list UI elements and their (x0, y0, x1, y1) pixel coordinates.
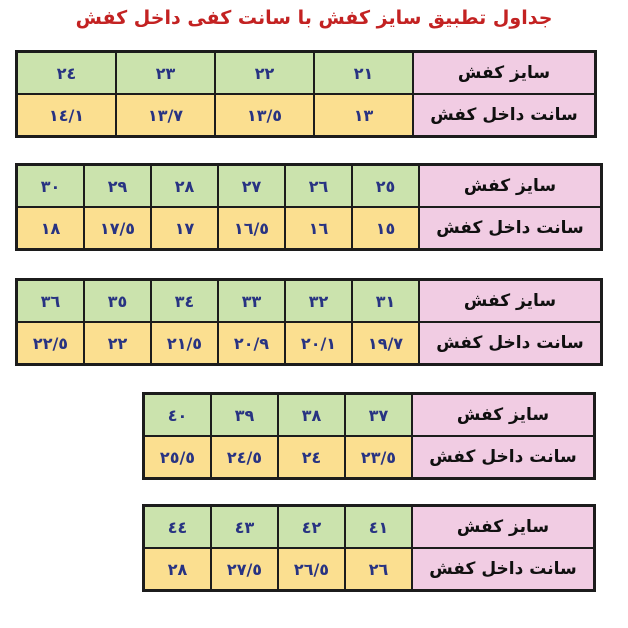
shoe-size-cell: ٢٨ (151, 165, 218, 208)
cm-row-label: سانت داخل كفش (419, 207, 602, 250)
size-table-37-40 (142, 392, 596, 480)
insole-cm-cell: ١٥ (352, 207, 419, 250)
insole-cm-row (144, 548, 595, 591)
shoe-size-cell: ٤١ (345, 506, 412, 549)
shoe-size-cell: ٤٤ (144, 506, 212, 549)
shoe-size-row (17, 280, 602, 323)
insole-cm-cell: ٢٤/٥ (211, 436, 278, 479)
shoe-size-cell: ٢٥ (352, 165, 419, 208)
insole-cm-cell: ٢٧/٥ (211, 548, 278, 591)
shoe-size-row (144, 506, 595, 549)
shoe-size-cell: ٣٧ (345, 394, 412, 437)
insole-cm-cell: ٢٤ (278, 436, 345, 479)
shoe-size-cell: ٣٦ (17, 280, 85, 323)
shoe-size-cell: ٤٠ (144, 394, 212, 437)
cm-row-label: سانت داخل كفش (412, 548, 595, 591)
shoe-size-cell: ٤٣ (211, 506, 278, 549)
size-table-21-24 (15, 50, 597, 138)
cm-row-label: سانت داخل كفش (413, 94, 596, 137)
insole-cm-cell: ١٣/٥ (215, 94, 314, 137)
insole-cm-row (17, 322, 602, 365)
shoe-size-cell: ٣٢ (285, 280, 352, 323)
insole-cm-cell: ١٣/٧ (116, 94, 215, 137)
insole-cm-cell: ١٧ (151, 207, 218, 250)
shoe-size-cell: ٣٨ (278, 394, 345, 437)
insole-cm-cell: ١٧/٥ (84, 207, 151, 250)
insole-cm-cell: ١٩/٧ (352, 322, 419, 365)
shoe-size-row (17, 165, 602, 208)
cm-row-label: سانت داخل كفش (412, 436, 595, 479)
shoe-size-row (17, 52, 596, 95)
insole-cm-row (144, 436, 595, 479)
insole-cm-row (17, 207, 602, 250)
insole-cm-row (17, 94, 596, 137)
insole-cm-cell: ٢٦ (345, 548, 412, 591)
size-table-41-44 (142, 504, 596, 592)
size-row-label: سايز كفش (412, 506, 595, 549)
insole-cm-cell: ٢٢/٥ (17, 322, 85, 365)
page-title: جداول تطبيق سايز كفش با سانت كفى داخل كفش (75, 7, 553, 29)
shoe-size-cell: ٣٩ (211, 394, 278, 437)
shoe-size-cell: ٢٤ (17, 52, 117, 95)
size-table-31-36 (15, 278, 603, 366)
shoe-size-cell: ٣٣ (218, 280, 285, 323)
shoe-size-cell: ٣٠ (17, 165, 85, 208)
size-row-label: سايز كفش (419, 165, 602, 208)
size-row-label: سايز كفش (412, 394, 595, 437)
shoe-size-cell: ٤٢ (278, 506, 345, 549)
insole-cm-cell: ٢٦/٥ (278, 548, 345, 591)
shoe-size-cell: ٢٢ (215, 52, 314, 95)
insole-cm-cell: ٢٠/١ (285, 322, 352, 365)
insole-cm-cell: ١٦ (285, 207, 352, 250)
size-row-label: سايز كفش (419, 280, 602, 323)
insole-cm-cell: ٢١/٥ (151, 322, 218, 365)
shoe-size-cell: ٢٦ (285, 165, 352, 208)
shoe-size-cell: ٢٣ (116, 52, 215, 95)
insole-cm-cell: ١٨ (17, 207, 85, 250)
insole-cm-cell: ٢٥/٥ (144, 436, 212, 479)
shoe-size-cell: ٢٩ (84, 165, 151, 208)
shoe-size-cell: ٣٤ (151, 280, 218, 323)
shoe-size-cell: ٣١ (352, 280, 419, 323)
shoe-size-row (144, 394, 595, 437)
insole-cm-cell: ١٦/٥ (218, 207, 285, 250)
insole-cm-cell: ٢٢ (84, 322, 151, 365)
cm-row-label: سانت داخل كفش (419, 322, 602, 365)
shoe-size-cell: ٣٥ (84, 280, 151, 323)
insole-cm-cell: ٢٨ (144, 548, 212, 591)
shoe-size-cell: ٢١ (314, 52, 413, 95)
insole-cm-cell: ١٣ (314, 94, 413, 137)
shoe-size-cell: ٢٧ (218, 165, 285, 208)
size-row-label: سايز كفش (413, 52, 596, 95)
insole-cm-cell: ٢٣/٥ (345, 436, 412, 479)
size-table-25-30 (15, 163, 603, 251)
insole-cm-cell: ١٤/١ (17, 94, 117, 137)
insole-cm-cell: ٢٠/٩ (218, 322, 285, 365)
